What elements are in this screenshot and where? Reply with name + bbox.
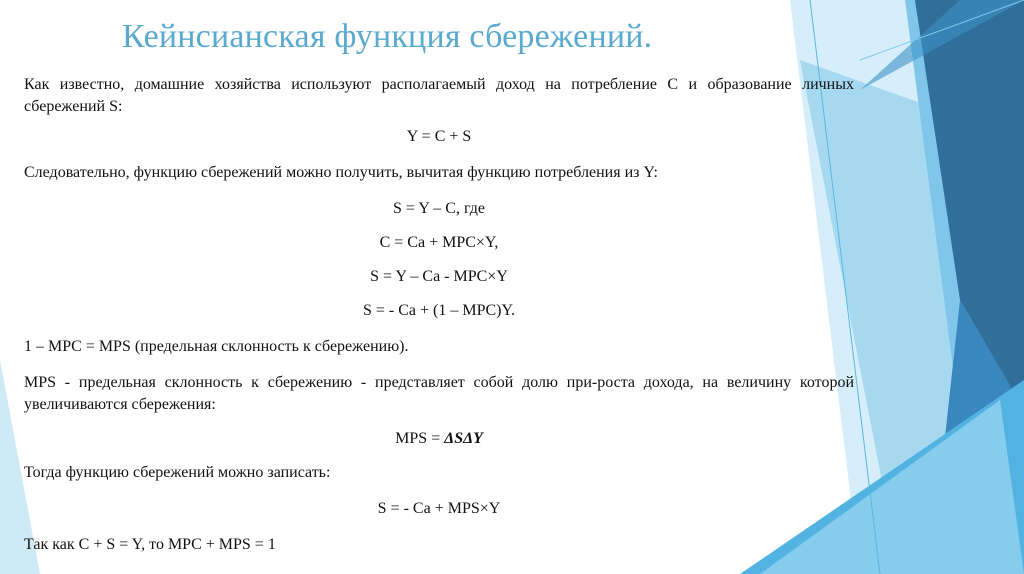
formula-mps-prefix: MPS = bbox=[395, 430, 445, 447]
formula-savings-final: S = - Ca + (1 – MPC)Y. bbox=[363, 302, 515, 319]
formula-consumption: C = Ca + MPC×Y, bbox=[379, 234, 499, 251]
paragraph-consequently: Следовательно, функцию сбережений можно получить, вычитая функцию потребления из Y: bbox=[24, 164, 658, 181]
paragraph-mps-description: MPS - предельная склонность к сбережению - представляет собой долю при-роста дохода, на величину которой увеличиваются сбережения: bbox=[24, 374, 854, 413]
formula-mps bbox=[24, 428, 854, 450]
paragraph-then: Тогда функцию сбережений можно записать: bbox=[24, 464, 331, 481]
slide-content bbox=[24, 74, 854, 556]
slide-title: Кейнсианская функция сбережений. bbox=[122, 18, 653, 55]
formula-y-equals-c-plus-s: Y = C + S bbox=[406, 128, 472, 145]
paragraph-mps-definition: 1 – MPC = MPS (предельная склонность к сбережению). bbox=[24, 338, 409, 355]
formula-savings-mps: S = - Ca + MPS×Y bbox=[377, 500, 501, 517]
formula-savings-expanded: S = Y – Ca - MPC×Y bbox=[370, 268, 508, 285]
formula-mps-expression: ΔSΔY bbox=[444, 430, 483, 447]
paragraph-intro: Как известно, домашние хозяйства используют располагаемый доход на потребление C и образование личных сбережений S: bbox=[24, 76, 854, 115]
paragraph-conclusion: Так как C + S = Y, то MPC + MPS = 1 bbox=[24, 536, 276, 553]
formula-s-equals: S = Y – C, где bbox=[393, 200, 485, 217]
